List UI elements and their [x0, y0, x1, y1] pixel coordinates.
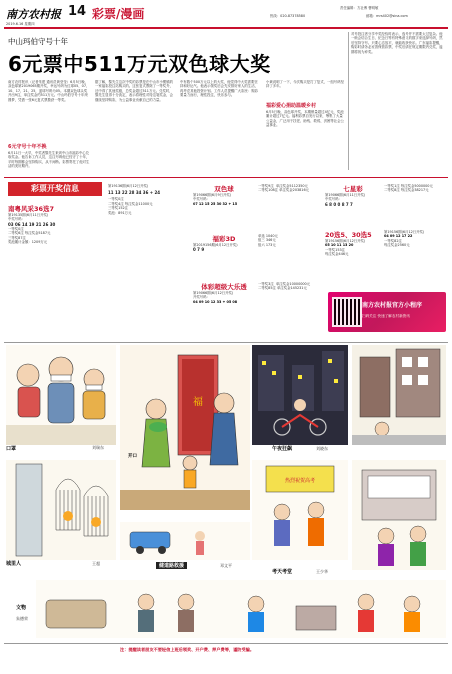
lottery-box-20x5: [325, 230, 381, 288]
lottery-title: 福彩3D: [212, 235, 236, 243]
comic-city-people-author: 王超: [92, 561, 100, 566]
lottery-issue: 第19136期(6月12日开奖): [108, 184, 149, 188]
lottery-title: 体彩超级大乐透: [201, 283, 247, 291]
lottery-title: 南粤风采36选7: [8, 205, 55, 213]
comic-road-rescue-author: 邓文平: [220, 563, 232, 568]
lottery-box-ssq: [193, 184, 255, 230]
masthead-rule: [4, 27, 448, 29]
lottery-box-dlt: [193, 282, 255, 330]
comic-masks: [6, 345, 116, 455]
comic-midnight-ride-author: 刘晓东: [316, 446, 328, 451]
ad-subtitle: 扫码关注 快速了解农村新资讯: [362, 314, 410, 318]
story-body-2: 6月11日一大早，中奖者黎先生来到中山市福彩中心兑取奖金。他告诉工作人员，这注号码他已经守了十年，平时每期都会坚持购买，从不间断。彩票寄托了他对生活的美好期许。: [8, 151, 90, 169]
comic-midnight-ride: [252, 345, 348, 455]
comic-midnight-ride-title: 午夜狂飙: [272, 446, 293, 452]
comic-city-people: [6, 460, 116, 570]
comic-exam-title: 考天考堂: [272, 569, 293, 575]
comic-masks-title: 口罩: [6, 446, 17, 452]
lottery-numbers-label: 中奖号码：: [325, 197, 342, 202]
comic-city-people-title: 城里人: [6, 561, 22, 567]
lottery-issue: 第19066期(6月12日开奖): [193, 291, 234, 295]
section-title: 彩票/漫画: [92, 7, 145, 21]
comic-right-panel-illustration: [352, 460, 446, 570]
lottery-issue: 第19156期(6月12日开奖): [325, 239, 366, 243]
comic-relic-author: 朱德荣: [16, 616, 28, 621]
comic-street: [352, 345, 446, 455]
lottery-issue: 第19156期(6月12日开奖): [384, 230, 425, 234]
comic-open-mouth-title: 开口: [128, 454, 137, 459]
lottery-details: 一等奖153注 每注奖金446元: [325, 247, 349, 257]
lottery-numbers: 11 13 22 28 34 36 + 24: [108, 190, 161, 196]
lottery-numbers: 07 12 15 25 30 32 + 15: [193, 201, 238, 206]
lottery-numbers: 0 7 9: [193, 247, 205, 253]
comic-street-illustration: [352, 345, 446, 445]
lottery-box-p3: [108, 184, 188, 324]
comic-exam-author: 王少华: [316, 569, 328, 574]
comics-top-rule: [4, 342, 448, 343]
hotline: 热线：020-87378580: [270, 14, 306, 18]
ad-title: 南方农村报官方小程序: [362, 302, 423, 309]
svg-text:福: 福: [193, 397, 203, 408]
issue-date: 2019.6.16 星期四: [6, 22, 35, 26]
email: 邮箱：mrs402@sina.com: [366, 14, 408, 18]
lottery-numbers-label: 中奖号码：: [8, 217, 25, 222]
lottery-dlt-details: 一等奖3注 单注奖金10000000元 二等奖85注 单注奖金145231元: [258, 282, 311, 291]
svg-text:热烈祝贺高考: 热烈祝贺高考: [284, 478, 316, 484]
footer-rule: [4, 643, 448, 644]
lottery-title: 七星彩: [343, 185, 363, 193]
lottery-box-7star: [325, 184, 381, 226]
story-kicker: 中山玛伯守号十年: [8, 37, 68, 46]
comic-right-panel: [352, 460, 446, 578]
lottery-numbers: 05 10 11 13 20: [325, 243, 354, 248]
story-column-6: 对号投注者分享中奖经验时表示，选号并不需要太过复杂。他一般会结合生日、纪念日等有特殊意义的数字来选择号码，然后坚持守号。只要心态放平，就能收获快乐。广东福彩提醒，购彩时请务必妥善保管彩票，中奖后请在规定期限内兑奖，逾期将视为弃奖。: [351, 32, 443, 54]
comic-exam: [252, 460, 348, 578]
comic-exam-illustration: [252, 460, 348, 560]
lottery-numbers-label: 中奖号码：: [193, 197, 210, 202]
story-column-4: 中有数个500万元以上的大奖，他觉得中大奖需要坚持和好运气。他表示领奖后会先安排好家人的生活，再考虑其他投资计划。工作人员提醒广大彩民：购彩要量力而行，理性投注，快乐参与。: [180, 80, 258, 98]
lottery-issue: 第19066期(6月9日开奖): [193, 193, 232, 197]
comic-relic-title: 文物: [16, 605, 27, 611]
mini-program-ad[interactable]: [328, 292, 446, 332]
editor-credit: 责任编辑：方社博 曹明敏: [340, 6, 379, 10]
lottery-7star-details: 一等奖1注 每注奖金5000000元 二等奖8注 每注奖金38217元: [384, 184, 433, 193]
lottery-box-36x7: [8, 200, 102, 330]
footer-note: 注：提醒读者朋友不要轻信上班后领奖、开户费、押户费等，谨防受骗。: [120, 647, 255, 652]
lottery-details: 一等奖0注 二等奖6注 每注奖金5187元 三等奖87注 奖池累计金额：1209万元: [8, 226, 51, 245]
story-body-1: 南方农村报讯（记者朱建 通讯员黄莹莹）6月5日晚，双色球第2019065期开奖，幸运号码为红球05、07、10、17、21、25，蓝球号码为05。本期双色球头奖开出9注，单注奖金约511万元。中山玛伯守号十年终圆梦，凭借一张6元复式票揽获一等奖。: [8, 80, 90, 102]
comic-city-people-illustration: [6, 460, 116, 560]
lottery-details: 一等奖0注 二等奖4注 每注奖金11000元 三等奖152注 奖池：891万元: [108, 197, 153, 215]
story-column-5b: 6月5日晚，双色球开奖，本期销量超过4亿元，奖池累计超过7亿元。福利彩票自发行以来，筹集了大量公益金，广泛用于扶老、助残、救孤、济困等社会公益事业。: [266, 110, 344, 128]
lottery-numbers: 04 09 12 17 22: [384, 234, 413, 239]
lottery-ssq-details: 一等奖9注 单注奖金5112350元 二等奖108注 单注奖金203816元: [258, 184, 310, 193]
lottery-numbers-label: 开奖号码：: [193, 295, 210, 300]
lottery-issue: 第19135期(6月11日开奖): [8, 213, 49, 217]
lottery-details: 一等奖82注 每注奖金2560元: [384, 238, 410, 248]
comic-masks-illustration: [6, 345, 116, 445]
comic-road-rescue-title: 健道路救援: [156, 562, 187, 569]
lottery-numbers: 04 09 10 12 33 + 05 08: [193, 299, 238, 304]
lottery-box-30x5: [384, 230, 446, 288]
story-column-3: 据了解，黎先生这次中奖的彩票是在中山市小榄镇的一家福彩投注站购买的。这张复式票除了一等奖外，还中得了其他奖级，总奖金超过511万元。兑奖时，黎先生显得十分淡定，表示将理性对待这笔奖金，会继续坚持购彩，为公益事业贡献自己的力量。: [95, 80, 173, 102]
story-column-5: 小黄说明了一下，今次购买是打了复式，一组号码坚持了多年。: [266, 80, 344, 89]
comic-open-mouth: [120, 345, 250, 520]
lottery-issue: 第19066期(6月11日开奖): [325, 193, 366, 197]
comic-relic: [6, 578, 446, 640]
page-number: 14: [68, 4, 87, 19]
comic-relic-illustration: [36, 580, 446, 638]
ad-qr-code-icon: [332, 297, 362, 327]
lottery-banner: 彩票开奖信息: [8, 182, 102, 196]
story-headline: 6元票中511万元双色球大奖: [8, 52, 271, 76]
comic-masks-author: 刘瑞东: [92, 445, 104, 450]
lottery-numbers: 03 06 14 19 21 26 30: [8, 221, 56, 227]
lottery-numbers: 6 8 0 0 8 7 7: [325, 201, 353, 207]
lottery-title: 20选5、30选5: [325, 231, 372, 239]
column-divider: [348, 32, 349, 170]
lottery-3d-details: 单选 1040元 组三 346元 组六 173元: [258, 234, 278, 247]
story-subhead: 6元守号十年不换: [8, 144, 47, 150]
comic-road-rescue: [120, 522, 250, 578]
lottery-issue: 第2019156期(6月12日开奖): [193, 243, 238, 247]
story-column-5-subhead: 福彩爱心捐助温暖乡村: [266, 103, 317, 109]
lottery-title: 双色球: [214, 185, 234, 193]
comic-open-mouth-illustration: [120, 345, 250, 510]
comic-road-rescue-illustration: [120, 522, 250, 560]
lottery-box-3d: [193, 234, 255, 278]
comic-midnight-ride-illustration: [252, 345, 348, 445]
newspaper-logo: 南方农村报: [6, 8, 61, 21]
